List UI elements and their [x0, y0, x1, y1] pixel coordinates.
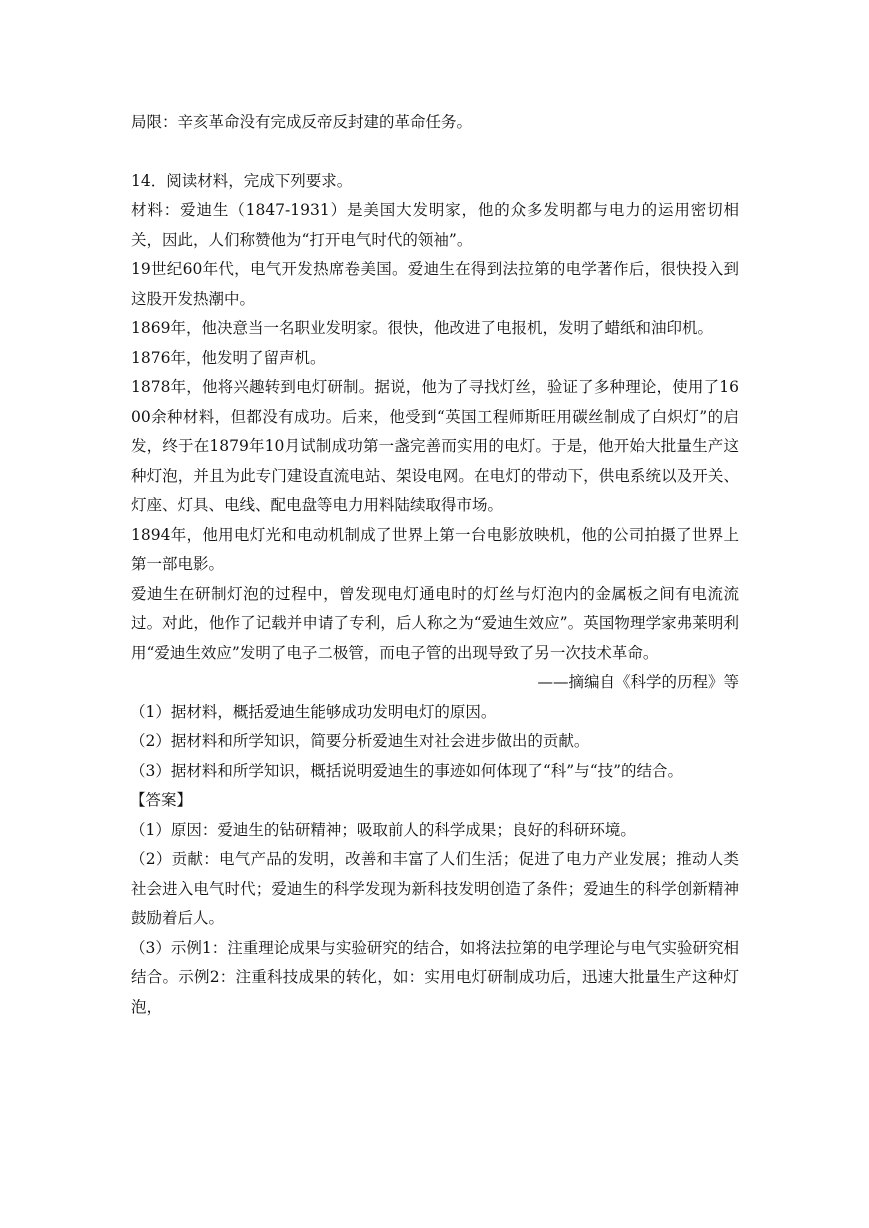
answer-2: （2）贡献：电气产品的发明，改善和丰富了人们生活；促进了电力产业发展；推动人类社会进入电气时代；爱迪生的科学发现为新科技发明创造了条件；爱迪生的科学创新精神鼓励着后人。 — [130, 850, 739, 927]
material-source: ——摘编自《科学的历程》等 — [537, 673, 739, 691]
answer-heading: 【答案】 — [130, 791, 193, 809]
document-content — [131, 108, 739, 1022]
question-heading: 14．阅读材料，完成下列要求。 — [131, 171, 353, 190]
material-1860s: 19世纪60年代，电气开发热席卷美国。爱迪生在得到法拉第的电学著作后，很快投入到这股开发热潮中。 — [131, 260, 739, 308]
material-edison-effect: 爱迪生在研制灯泡的过程中，曾发现电灯通电时的灯丝与灯泡内的金属板之间有电流流过。对此，他作了记载并申请了专利，后人称之为“爱迪生效应”。英国物理学家弗莱明利用“爱迪生效应”发明了电子二极管，而电子管的出现导致了另一次技术革命。 — [131, 584, 739, 662]
material-1878: 1878年，他将兴趣转到电灯研制。据说，他为了寻找灯丝，验证了多种理论，使用了1600余种材料，但都没有成功。后来，他受到“英国工程师斯旺用碳丝制成了白炽灯”的启发，终于在1879年10月试制成功第一盏完善而实用的电灯。于是，他开始大批量生产这种灯泡，并且为此专门建设直流电站、架设电网。在电灯的带动下，供电系统以及开关、灯座、灯具、电线、配电盘等电力用料陆续取得市场。 — [131, 378, 739, 514]
sub-question-2: （2）据材料和所学知识，简要分析爱迪生对社会进步做出的贡献。 — [130, 732, 590, 750]
sub-question-3: （3）据材料和所学知识，概括说明爱迪生的事迹如何体现了“科”与“技”的结合。 — [130, 761, 684, 780]
paragraph-gap — [131, 138, 739, 167]
previous-answer-limitation: 局限：辛亥革命没有完成反帝反封建的革命任务。 — [131, 113, 473, 131]
answer-3: （3）示例1：注重理论成果与实验研究的结合，如将法拉第的电学理论与电气实验研究相结合。示例2：注重科技成果的转化，如：实用电灯研制成功后，迅速大批量生产这种灯泡， — [130, 938, 739, 1016]
material-intro: 材料：爱迪生（1847-1931）是美国大发明家，他的众多发明都与电力的运用密切相关，因此，人们称赞他为“打开电气时代的领袖”。 — [131, 201, 739, 249]
sub-question-1: （1）据材料，概括爱迪生能够成功发明电灯的原因。 — [130, 702, 497, 721]
material-1894: 1894年，他用电灯光和电动机制成了世界上第一台电影放映机，他的公司拍摄了世界上第一部电影。 — [131, 525, 739, 573]
material-1869: 1869年，他决意当一名职业发明家。很快，他改进了电报机，发明了蜡纸和油印机。 — [131, 319, 713, 337]
answer-1: （1）原因：爱迪生的钻研精神；吸取前人的科学成果；良好的科研环境。 — [130, 820, 636, 839]
material-1876: 1876年，他发明了留声机。 — [131, 348, 326, 367]
